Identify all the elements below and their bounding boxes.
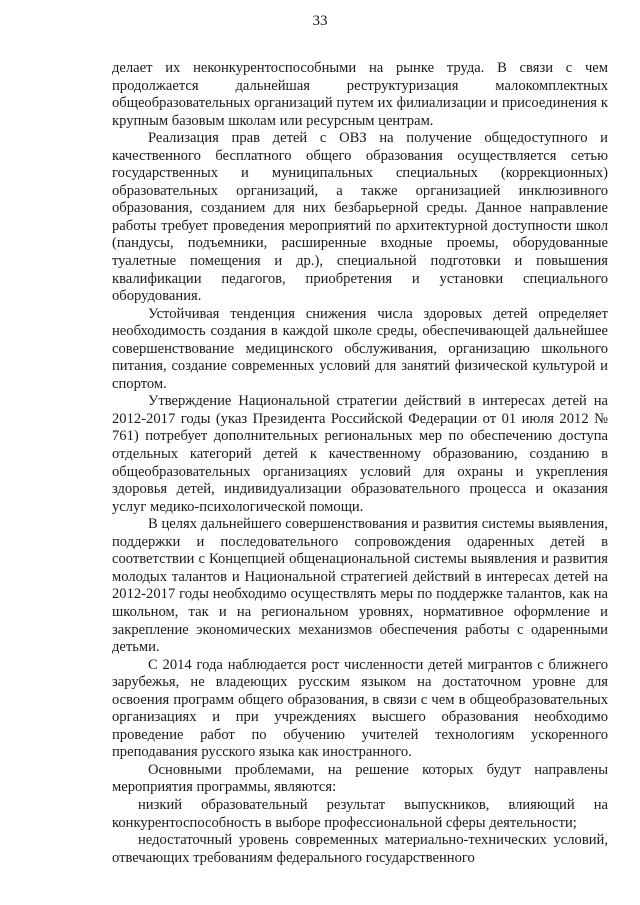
paragraph-migrant-children: С 2014 года наблюдается рост численности детей мигрантов с ближнего зарубежья, не владеющих русским языком на достаточном уровне для освоения программ общего образования, в связи с чем в общеобразовательных организациях и при учреждениях высшего образования необходимо проведение работ по обучению учителей технологиям ускоренного преподавания русского языка как иностранного. xyxy=(112,656,608,761)
page-number: 33 xyxy=(312,13,328,29)
paragraph-national-strategy: Утверждение Национальной стратегии действий в интересах детей на 2012-2017 годы (указ Президента Российской Федерации от 01 июля 2012 № 761) потребует дополнительных региональных мер по обеспечению доступа отдельных категорий детей к качественному образованию, созданию в общеобразовательных организациях условий для охраны и укрепления здоровья детей, индивидуализации образовательного процесса и оказания услуг медико-психологической помощи. xyxy=(112,393,608,515)
list-item-insufficient-conditions: недостаточный уровень современных материально-технических условий, отвечающих требованиям федерального государственного xyxy=(112,832,608,866)
paragraph-main-problems: Основными проблемами, на решение которых будут направлены мероприятия программы, являются: xyxy=(112,761,608,796)
list-item-low-results: низкий образовательный результат выпускников, влияющий на конкурентоспособность в выборе профессиональной сферы деятельности; xyxy=(112,796,608,831)
paragraph-health-trend: Устойчивая тенденция снижения числа здоровых детей определяет необходимость создания в каждой школе среды, обеспечивающей дальнейшее совершенствование медицинского обслуживания, организацию школьного питания, создание современных условий для занятий физической культурой и спортом. xyxy=(112,305,608,392)
paragraph-gifted-children: В целях дальнейшего совершенствования и развития системы выявления, поддержки и последовательного сопровождения одаренных детей в соответствии с Концепцией общенациональной системы выявления и развития молодых талантов и Национальной стратегией действий в интересах детей на 2012-2017 годы необходимо осуществлять меры по поддержке талантов, как на школьном, так и на региональном уровнях, нормативное оформление и закрепление экономических механизмов обеспечения работы с одаренными детьми. xyxy=(112,516,608,656)
document-body xyxy=(112,60,608,867)
paragraph-reorganization: делает их неконкурентоспособными на рынке труда. В связи с чем продолжается дальнейшая реструктуризация малокомплектных общеобразовательных организаций путем их филиализации и присоединения к крупным базовым школам или ресурсным центрам. xyxy=(112,60,608,129)
paragraph-special-needs: Реализация прав детей с ОВЗ на получение общедоступного и качественного бесплатного общего образования осуществляется сетью государственных и муниципальных специальных (коррекционных) образовательных организаций, а также организацией инклюзивного образования, созданием для них безбарьерной среды. Данное направление работы требует проведения мероприятий по архитектурной доступности школ (пандусы, подъемники, расширенные входные проемы, оборудованные туалетные помещения и др.), специальной подготовки и повышения квалификации педагогов, приобретения и установки специального оборудования. xyxy=(112,130,608,305)
